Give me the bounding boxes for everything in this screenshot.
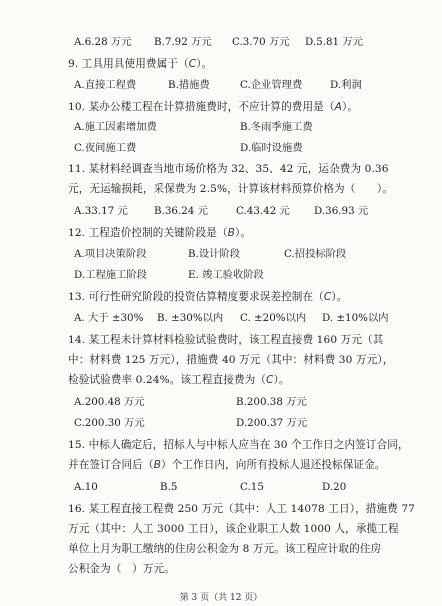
question-12 (68, 226, 251, 240)
q11-line-2: 元，无运输损耗，采保费为 2.5%，计算该材料预算价格为（ ）。 (68, 183, 393, 195)
q11-option-a: A.33.17 元 (74, 205, 128, 217)
q15-option-c: C.15 (240, 481, 264, 493)
q8-option-b: B.7.92 万元 (154, 36, 212, 48)
q13-option-c: C. ±20%以内 (240, 312, 307, 324)
q14-line-1: 14. 某工程未计算材料检验试验费时，该工程直接费 160 万元（其 (68, 334, 384, 346)
q14-text: 检验试验费率 0.24%。该工程直接费为（ (68, 374, 267, 386)
q15-option-b: B.5 (160, 481, 178, 493)
q15-line-1: 15. 中标人确定后，招标人与中标人应当在 30 个工作日之内签订合同， (68, 439, 409, 451)
q14-close: ）。 (273, 374, 290, 386)
q10-close: ）。 (341, 101, 359, 113)
q11-line-1: 11. 某材料经调查当地市场价格为 32、35、42 元，运杂费为 0.36 (68, 163, 389, 175)
q10-option-b: B.冬雨季施工费 (240, 121, 313, 133)
q9-option-c: C.企业管理费 (240, 79, 303, 91)
q10-option-d: D.临时设施费 (240, 142, 303, 154)
q16-line-1: 16. 某工程直接工程费 250 万元（其中：人工 14078 工日），措施费 77 (68, 503, 416, 515)
q11-option-d: D.36.93 元 (314, 205, 369, 217)
q15-text-post: ）个工作日内，向所有投标人退还投标保证金。 (160, 459, 386, 471)
q14-option-b: B.200.38 万元 (236, 396, 307, 408)
q11-option-c: C.43.42 元 (236, 205, 290, 217)
q12-handwritten-answer: B (227, 227, 236, 239)
q8-option-a: A.6.28 万元 (74, 36, 132, 48)
q8-option-c: C.3.70 万元 (232, 36, 290, 48)
q13-option-a: A. 大于 ±30% (74, 312, 144, 324)
q13-text: 13. 可行性研究阶段的投资估算精度要求误差控制在（ (68, 291, 324, 303)
q9-close: ）。 (196, 58, 213, 70)
question-13 (68, 290, 347, 304)
q14-line-3 (68, 373, 290, 387)
q15-option-a: A.10 (74, 481, 98, 493)
q14-option-d: D.200.37 万元 (236, 417, 308, 429)
q9-option-d: D.利润 (330, 79, 362, 91)
q15-line-2 (68, 458, 386, 472)
q12-text: 12. 工程造价控制的关键阶段是（ (68, 227, 228, 239)
q14-option-a: A.200.48 万元 (74, 396, 145, 408)
q9-handwritten-answer: C (188, 58, 197, 70)
q13-option-d: D. ±10%以内 (322, 312, 389, 324)
q14-option-c: C.200.30 万元 (74, 417, 145, 429)
question-10 (68, 100, 358, 114)
q8-option-d: D.5.81 万元 (305, 36, 363, 48)
q15-option-d: D.20 (322, 481, 347, 493)
q16-line-3: 单位上月为职工缴纳的住房公积金为 8 万元。该工程应计取的住房 (68, 543, 382, 555)
q11-option-b: B.36.24 元 (154, 205, 208, 217)
question-9 (68, 57, 212, 71)
q16-line-4: 公积金为（ ）万元。 (68, 563, 175, 575)
q9-option-b: B.措施费 (168, 79, 210, 91)
q13-close: ）。 (331, 291, 348, 303)
page-footer: 第 3 页（共 12 页） (179, 593, 263, 603)
q9-text: 9. 工具用具使用费属于（ (68, 58, 189, 70)
q12-option-e: E. 竣工验收阶段 (188, 269, 264, 281)
q12-option-b: B.设计阶段 (188, 248, 241, 260)
q13-handwritten-answer: C (323, 291, 332, 303)
q12-option-a: A.项目决策阶段 (74, 248, 147, 260)
q10-option-a: A.施工因素增加费 (74, 121, 157, 133)
q14-line-2: 中：材料费 125 万元），措施费 40 万元（其中：材料费 30 万元）， (68, 354, 394, 366)
q9-option-a: A.直接工程费 (74, 79, 137, 91)
q12-option-d: D.工程施工阶段 (74, 269, 147, 281)
q10-handwritten-answer: A (334, 101, 342, 113)
q16-line-2: 万元（其中：人工 3000 工日），该企业职工人数 1000 人，承揽工程 (68, 523, 399, 535)
q14-handwritten-answer: C (266, 374, 274, 386)
q15-handwritten-answer: B (153, 459, 161, 471)
q12-option-c: C.招投标阶段 (284, 248, 347, 260)
q10-text: 10. 某办公楼工程在计算措施费时，不应计算的费用是（ (68, 101, 335, 113)
q10-option-c: C.夜间施工费 (74, 142, 137, 154)
q12-close: ）。 (235, 227, 252, 239)
q15-text-pre: 并在签订合同后（ (68, 459, 154, 471)
q13-option-b: B. ±30%以内 (157, 312, 224, 324)
